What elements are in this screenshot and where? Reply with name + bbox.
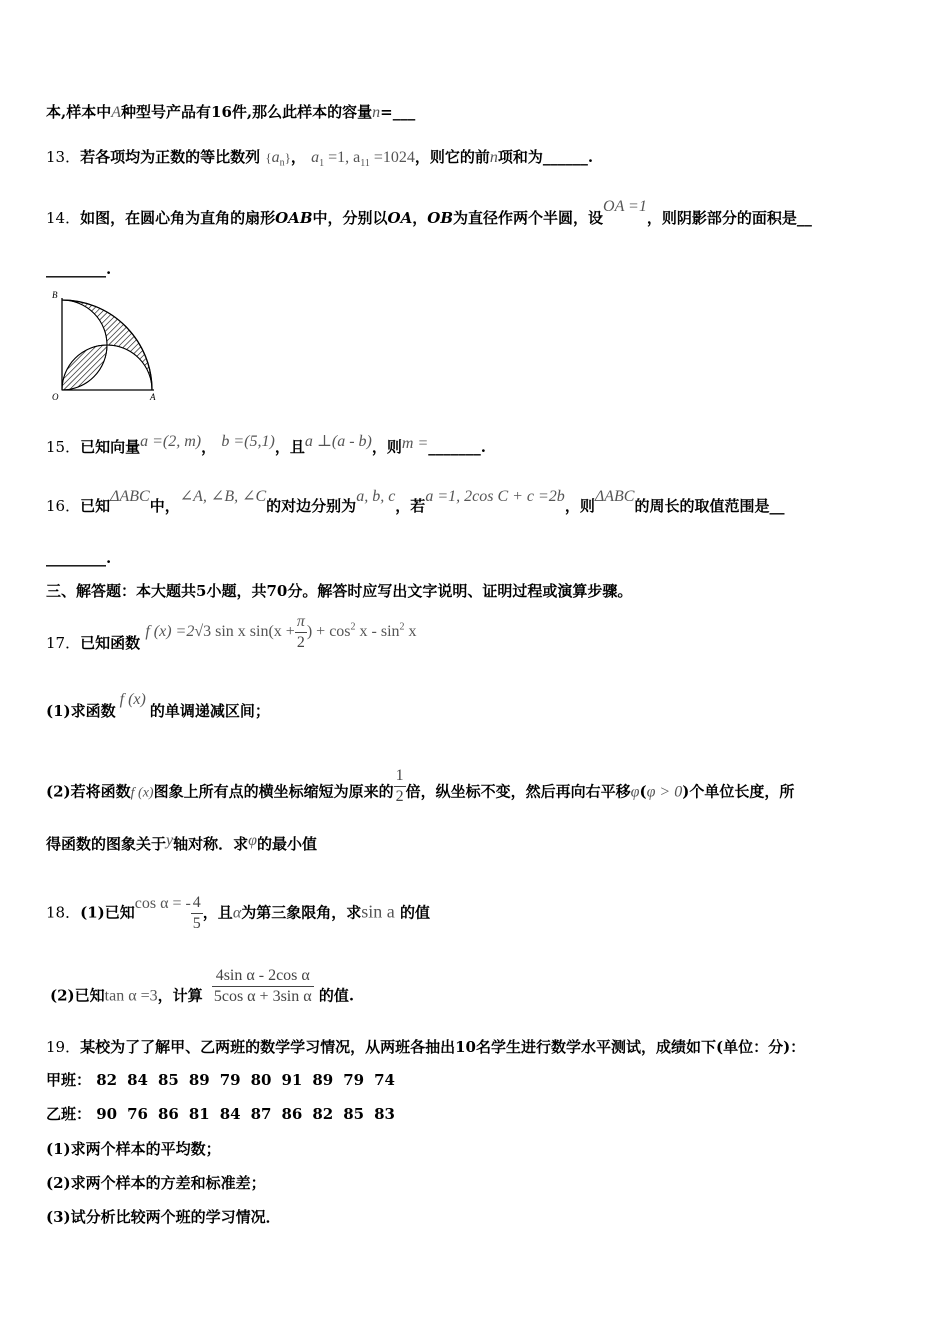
score: 86 (158, 1105, 179, 1123)
numerator: 4sin α - 2cos α (215, 967, 310, 984)
seq-var: a (271, 149, 280, 166)
score: 79 (343, 1071, 365, 1089)
phi: φ (248, 832, 257, 849)
text: (1)求两个样本的平均数； (46, 1140, 221, 1158)
text: )个单位长度，所 (682, 782, 795, 801)
vector-b: b =(5,1) (221, 433, 275, 450)
var-y: y (166, 832, 174, 849)
score: 79 (219, 1071, 241, 1089)
text: ，且 (274, 438, 305, 456)
question-13 (46, 147, 593, 174)
answer-blank: ________. (46, 549, 112, 567)
f-x: f (x) (119, 691, 146, 708)
text: ，则 (564, 497, 595, 515)
text: 的值. (313, 986, 355, 1005)
text: ，则它的前 (414, 148, 490, 166)
text: 已知函数 (80, 634, 141, 653)
f-part: f (x) =2 (145, 623, 195, 641)
text: 已知 (80, 497, 111, 515)
question-15 (46, 433, 486, 458)
score: 89 (188, 1071, 210, 1089)
score: 83 (374, 1105, 395, 1123)
score: 76 (127, 1105, 148, 1123)
text: 如图，在圆心角为直角的扇形 (80, 209, 276, 227)
score: 81 (188, 1105, 210, 1123)
numerator: 1 (395, 767, 404, 784)
text: ， (201, 438, 217, 456)
text: 中， (149, 497, 180, 515)
text: 已知向量 (80, 438, 141, 456)
cond-mid: =1, a (324, 149, 361, 166)
text: 的对边分别为 (266, 497, 357, 515)
class-label: 甲班： (46, 1071, 92, 1089)
text: 倍，纵坐标不变，然后再向右平移 (405, 782, 631, 801)
exponent: 2 (399, 621, 405, 633)
var-n: n (372, 104, 381, 121)
question-16-blank (46, 548, 111, 568)
cond-end: =1024 (369, 149, 415, 166)
score: 80 (250, 1071, 272, 1089)
vector-a: a =(2, m) (140, 433, 202, 450)
score: 84 (219, 1105, 241, 1123)
function-definition (145, 613, 417, 651)
text: 的最小值 (257, 835, 318, 853)
alpha: α (232, 904, 242, 922)
text: =___ (380, 103, 416, 121)
root: √3 (194, 623, 212, 641)
text: (2)求两个样本的方差和标准差； (46, 1174, 266, 1192)
question-18-part-1 (46, 893, 430, 934)
fraction (191, 893, 203, 934)
numerator: π (296, 613, 305, 630)
text: ( (639, 782, 647, 801)
segment-oa: OA (387, 209, 413, 227)
cond-sub: 1 (319, 158, 325, 170)
denominator: 5cos α + 3sin α (213, 988, 312, 1005)
f-x: f (x) (130, 785, 154, 801)
answer-blank: ________. (46, 260, 112, 278)
question-19 (46, 1037, 805, 1057)
score: 91 (281, 1071, 303, 1089)
question-14 (46, 198, 812, 229)
question-number: 13． (46, 148, 81, 166)
question-19-part-3 (46, 1207, 281, 1227)
question-17-part-2 (46, 767, 795, 813)
text: 的单调递减区间； (149, 702, 270, 720)
question-18-part-2 (50, 967, 355, 1017)
question-number: 16． (46, 497, 81, 515)
score: 86 (281, 1105, 303, 1123)
question-number: 18． (46, 903, 81, 922)
question-number: 19． (46, 1038, 81, 1056)
text: ，且 (202, 903, 233, 922)
triangle: ΔABC (594, 488, 635, 505)
sector-name: OAB (275, 209, 313, 227)
label-a: A (150, 392, 156, 402)
f-part: ) + cos (306, 623, 351, 641)
section-3-heading (46, 581, 632, 601)
angles: ∠A, ∠B, ∠C (179, 488, 267, 505)
question-19-part-1 (46, 1139, 221, 1159)
text: 图象上所有点的横坐标缩短为原来的 (153, 782, 394, 801)
denominator: 5 (192, 915, 201, 932)
text: 中，分别以 (312, 209, 388, 227)
condition: a =1, 2cos C + c =2b (425, 488, 565, 505)
score: 74 (374, 1071, 395, 1089)
text: ，则 (371, 438, 402, 456)
cond-sub: 11 (360, 158, 370, 170)
text: ， (412, 209, 428, 227)
question-16 (46, 488, 785, 517)
answer-blank: _______. (428, 438, 486, 456)
question-17 (46, 613, 417, 665)
text: (1)求函数 (46, 702, 116, 720)
label-o: O (52, 392, 59, 402)
question-14-blank (46, 259, 111, 279)
text: (3)试分析比较两个班的学习情况． (46, 1208, 281, 1226)
shaded-region-lens (62, 345, 107, 390)
question-number: 17． (46, 634, 81, 653)
text: 得函数的图象关于 (46, 835, 167, 853)
score: 85 (158, 1071, 179, 1089)
perp-condition: a ⊥(a - b) (304, 433, 372, 450)
cond-var: a (311, 149, 320, 166)
text: 的值 (394, 903, 430, 922)
exponent: 2 (350, 621, 356, 633)
class-label: 乙班： (46, 1105, 92, 1123)
sector-figure (50, 290, 170, 406)
score: 82 (96, 1071, 118, 1089)
seq-sub: n (279, 157, 285, 169)
question-number: 14． (46, 209, 81, 227)
question-number: 15． (46, 438, 81, 456)
sin-a: sin a (361, 901, 395, 922)
phi: φ (630, 783, 640, 801)
text: 本,样本中 (46, 103, 112, 121)
score: 82 (312, 1105, 334, 1123)
sequence-condition (311, 149, 415, 170)
segment-ob: OB (427, 209, 453, 227)
fraction (212, 966, 314, 1007)
text: ，若 (395, 497, 426, 515)
cos-condition: cos α = - (134, 894, 191, 912)
label-b: B (52, 290, 58, 300)
tan-condition: tan α =3 (104, 987, 158, 1005)
text: ，计算 (157, 986, 203, 1005)
text: (1)已知 (80, 903, 135, 922)
f-part: sin x sin(x + (215, 623, 295, 641)
sector-diagram (50, 290, 170, 402)
condition-math: OA =1 (603, 198, 647, 215)
phi-condition: φ > 0 (646, 783, 683, 801)
question-17-part-1 (46, 691, 270, 722)
f-part: x - sin (355, 623, 400, 641)
score: 90 (96, 1105, 118, 1123)
text: 项和为______. (497, 148, 594, 166)
text: ，则阴影部分的面积是__ (646, 209, 812, 227)
sequence-notation: $\{a_n\}$ (265, 149, 291, 169)
class-b-scores (46, 1104, 405, 1124)
text: 轴对称．求 (173, 835, 249, 853)
text: 若各项均为正数的等比数列 (80, 148, 261, 166)
text: 种型号产品有16件,那么此样本的容量 (121, 103, 373, 121)
var-a: A (111, 104, 122, 121)
score: 85 (343, 1105, 365, 1123)
fraction (394, 766, 406, 807)
text: 为第三象限角，求 (241, 903, 362, 922)
text: 的周长的取值范围是__ (634, 497, 785, 515)
score: 87 (250, 1105, 272, 1123)
q12-tail (46, 102, 415, 123)
text: (2)若将函数 (46, 782, 131, 801)
denominator: 2 (295, 632, 307, 653)
triangle: ΔABC (110, 488, 150, 505)
text: (2)已知 (50, 986, 105, 1005)
class-a-scores (46, 1070, 405, 1090)
f-part: x (404, 623, 417, 641)
var-n: n (489, 149, 498, 166)
section-title: 三、解答题：本大题共5小题，共70分。解答时应写出文字说明、证明过程或演算步骤。 (46, 582, 633, 600)
question-17-part-2-cont (46, 834, 317, 855)
denominator: 2 (395, 788, 404, 805)
text: 某校为了了解甲、乙两班的数学学习情况，从两班各抽出10名学生进行数学水平测试，成绩如下(单位：分)： (80, 1038, 806, 1056)
fraction (295, 612, 307, 653)
text: ， (290, 148, 306, 166)
score: 89 (312, 1071, 334, 1089)
text: 为直径作两个半圆，设 (453, 209, 604, 227)
numerator: 4 (192, 894, 201, 911)
sides: a, b, c (356, 488, 396, 505)
question-19-part-2 (46, 1173, 266, 1193)
var-m: m = (401, 435, 429, 452)
score: 84 (127, 1071, 148, 1089)
